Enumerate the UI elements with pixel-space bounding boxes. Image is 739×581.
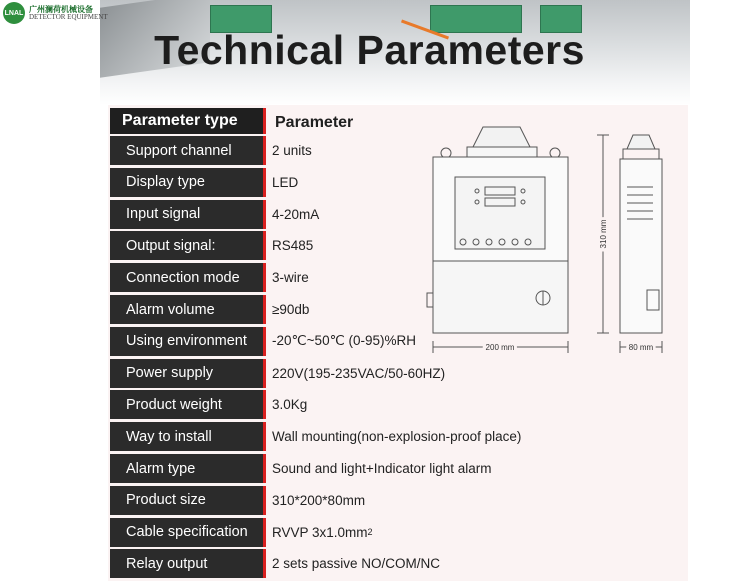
depth-dimension-label: 80 mm bbox=[628, 343, 654, 352]
parameter-value-cell: 3-wire bbox=[272, 270, 309, 286]
parameter-type-cell: Alarm type bbox=[110, 454, 266, 483]
height-dimension-label: 310 mm bbox=[599, 219, 608, 249]
width-dimension-label: 200 mm bbox=[485, 343, 515, 352]
table-row bbox=[0, 359, 739, 388]
parameter-type-cell: Power supply bbox=[110, 359, 266, 388]
table-row bbox=[0, 422, 739, 451]
parameter-value-cell: 3.0Kg bbox=[272, 397, 308, 413]
parameter-value-cell: 310*200*80mm bbox=[272, 492, 366, 508]
table-row bbox=[0, 549, 739, 578]
company-name-en: DETECTOR EQUIPMENT bbox=[29, 12, 108, 21]
table-row bbox=[0, 390, 739, 419]
table-row bbox=[0, 454, 739, 483]
parameter-value-cell: Wall mounting(non-explosion-proof place) bbox=[272, 429, 522, 445]
parameter-type-header: Parameter type bbox=[110, 108, 266, 134]
table-row bbox=[0, 518, 739, 547]
parameter-value-header: Parameter bbox=[275, 114, 354, 131]
parameter-value-cell: ≥90db bbox=[272, 302, 310, 317]
parameter-value-cell: -20℃~50℃ (0-95)%RH bbox=[272, 333, 416, 349]
parameter-value-cell: 4-20mA bbox=[272, 206, 320, 222]
logo-mark-icon: LNAL bbox=[3, 2, 25, 24]
table-row bbox=[0, 486, 739, 515]
parameter-value-cell: RS485 bbox=[272, 238, 314, 254]
parameter-value-cell: 2 sets passive NO/COM/NC bbox=[272, 556, 441, 572]
value-text: RVVP 3x1.0mm bbox=[272, 524, 368, 540]
parameter-type-cell: Cable specification bbox=[110, 518, 266, 547]
parameter-type-cell: Input signal bbox=[110, 200, 266, 229]
parameter-type-cell: Using environment bbox=[110, 327, 266, 356]
logo-text bbox=[29, 6, 108, 21]
parameter-type-cell: Product weight bbox=[110, 390, 266, 419]
front-view-drawing bbox=[427, 127, 568, 353]
parameter-value-cell: 220V(195-235VAC/50-60HZ) bbox=[272, 365, 446, 381]
brand-logo bbox=[3, 2, 108, 24]
superscript: 2 bbox=[367, 527, 373, 538]
parameter-type-cell: Connection mode bbox=[110, 263, 266, 292]
parameter-type-cell: Support channel bbox=[110, 136, 266, 165]
parameter-type-cell: Product size bbox=[110, 486, 266, 515]
parameter-type-cell: Way to install bbox=[110, 422, 266, 451]
parameter-type-cell: Display type bbox=[110, 168, 266, 197]
page-title: Technical Parameters bbox=[154, 27, 585, 73]
company-name-cn: 广州澜荷机械设备 bbox=[29, 4, 93, 14]
parameter-type-cell: Output signal: bbox=[110, 231, 266, 260]
parameter-value-cell: Sound and light+Indicator light alarm bbox=[272, 461, 492, 476]
dimension-drawing bbox=[415, 115, 690, 360]
parameter-value-cell: LED bbox=[272, 174, 299, 190]
parameter-value-cell: 2 units bbox=[272, 143, 312, 158]
parameter-type-cell: Relay output bbox=[110, 549, 266, 578]
parameter-value-cell bbox=[272, 518, 373, 547]
parameter-type-cell: Alarm volume bbox=[110, 295, 266, 324]
